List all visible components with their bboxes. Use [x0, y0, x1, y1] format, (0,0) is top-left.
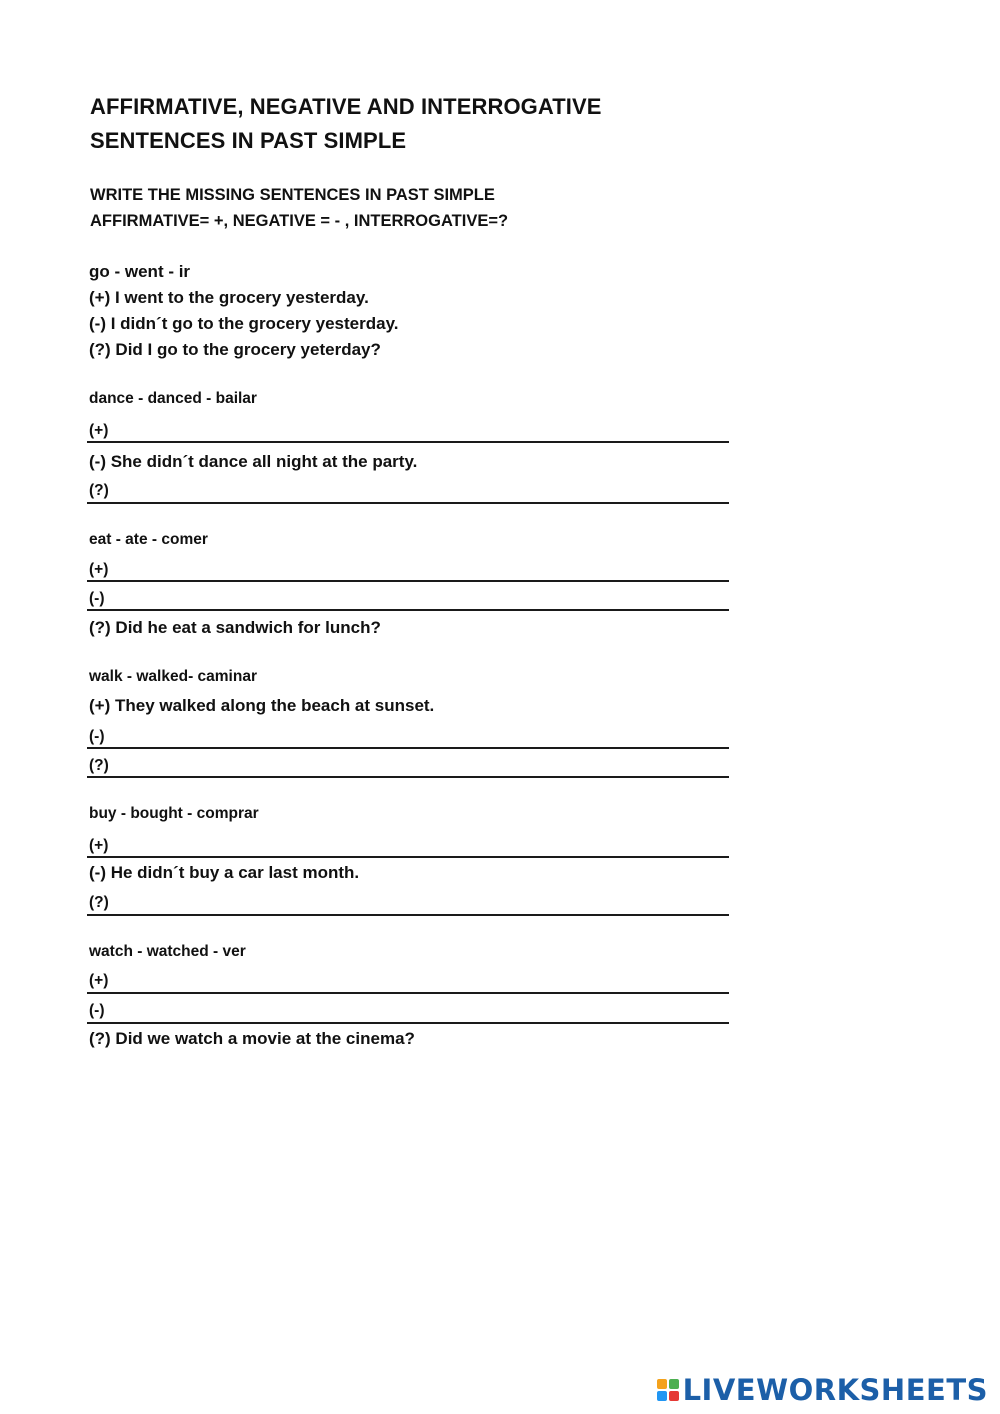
answer-line-affirmative[interactable] — [87, 856, 729, 858]
answer-line-affirmative[interactable] — [87, 580, 729, 582]
answer-line-interrogative[interactable] — [87, 776, 729, 778]
affirmative-label: (+) — [89, 837, 109, 854]
example-affirmative: (+) I went to the grocery yesterday. — [89, 288, 369, 307]
exercise-verb: buy - bought - comprar — [89, 805, 259, 822]
answer-line-affirmative[interactable] — [87, 441, 729, 443]
exercise-verb: eat - ate - comer — [89, 531, 208, 548]
negative-label: (-) — [89, 1002, 105, 1019]
negative-label: (-) — [89, 728, 105, 745]
instruction-line1: WRITE THE MISSING SENTENCES IN PAST SIMPLE — [90, 186, 495, 204]
page-title-line2: SENTENCES IN PAST SIMPLE — [90, 128, 407, 153]
answer-line-interrogative[interactable] — [87, 914, 729, 916]
given-negative: (-) He didn´t buy a car last month. — [89, 863, 360, 882]
logo-square — [669, 1391, 679, 1401]
given-negative: (-) She didn´t dance all night at the party. — [89, 452, 418, 471]
logo-square — [669, 1379, 679, 1389]
example-verb: go - went - ir — [89, 262, 191, 281]
given-affirmative: (+) They walked along the beach at sunset. — [89, 696, 435, 715]
answer-line-negative[interactable] — [87, 1022, 729, 1024]
answer-line-negative[interactable] — [87, 747, 729, 749]
given-interrogative: (?) Did we watch a movie at the cinema? — [89, 1029, 415, 1048]
logo-square — [657, 1391, 667, 1401]
exercise-verb: walk - walked- caminar — [89, 668, 257, 685]
affirmative-label: (+) — [89, 972, 109, 989]
affirmative-label: (+) — [89, 561, 109, 578]
exercise-verb: watch - watched - ver — [89, 943, 246, 960]
example-interrogative: (?) Did I go to the grocery yeterday? — [89, 340, 381, 359]
interrogative-label: (?) — [89, 757, 109, 774]
interrogative-label: (?) — [89, 894, 109, 911]
given-interrogative: (?) Did he eat a sandwich for lunch? — [89, 618, 381, 637]
instruction-line2: AFFIRMATIVE= +, NEGATIVE = - , INTERROGATIVE=? — [90, 212, 509, 230]
answer-line-interrogative[interactable] — [87, 502, 729, 504]
answer-line-negative[interactable] — [87, 609, 729, 611]
liveworksheets-logo — [657, 1374, 988, 1406]
affirmative-label: (+) — [89, 422, 109, 439]
exercise-verb: dance - danced - bailar — [89, 390, 257, 407]
negative-label: (-) — [89, 590, 105, 607]
logo-text: LIVEWORKSHEETS — [682, 1373, 988, 1407]
page-title-line1: AFFIRMATIVE, NEGATIVE AND INTERROGATIVE — [90, 94, 602, 119]
answer-line-affirmative[interactable] — [87, 992, 729, 994]
logo-mark-icon — [657, 1379, 679, 1401]
logo-square — [657, 1379, 667, 1389]
interrogative-label: (?) — [89, 482, 109, 499]
example-negative: (-) I didn´t go to the grocery yesterday. — [89, 314, 399, 333]
